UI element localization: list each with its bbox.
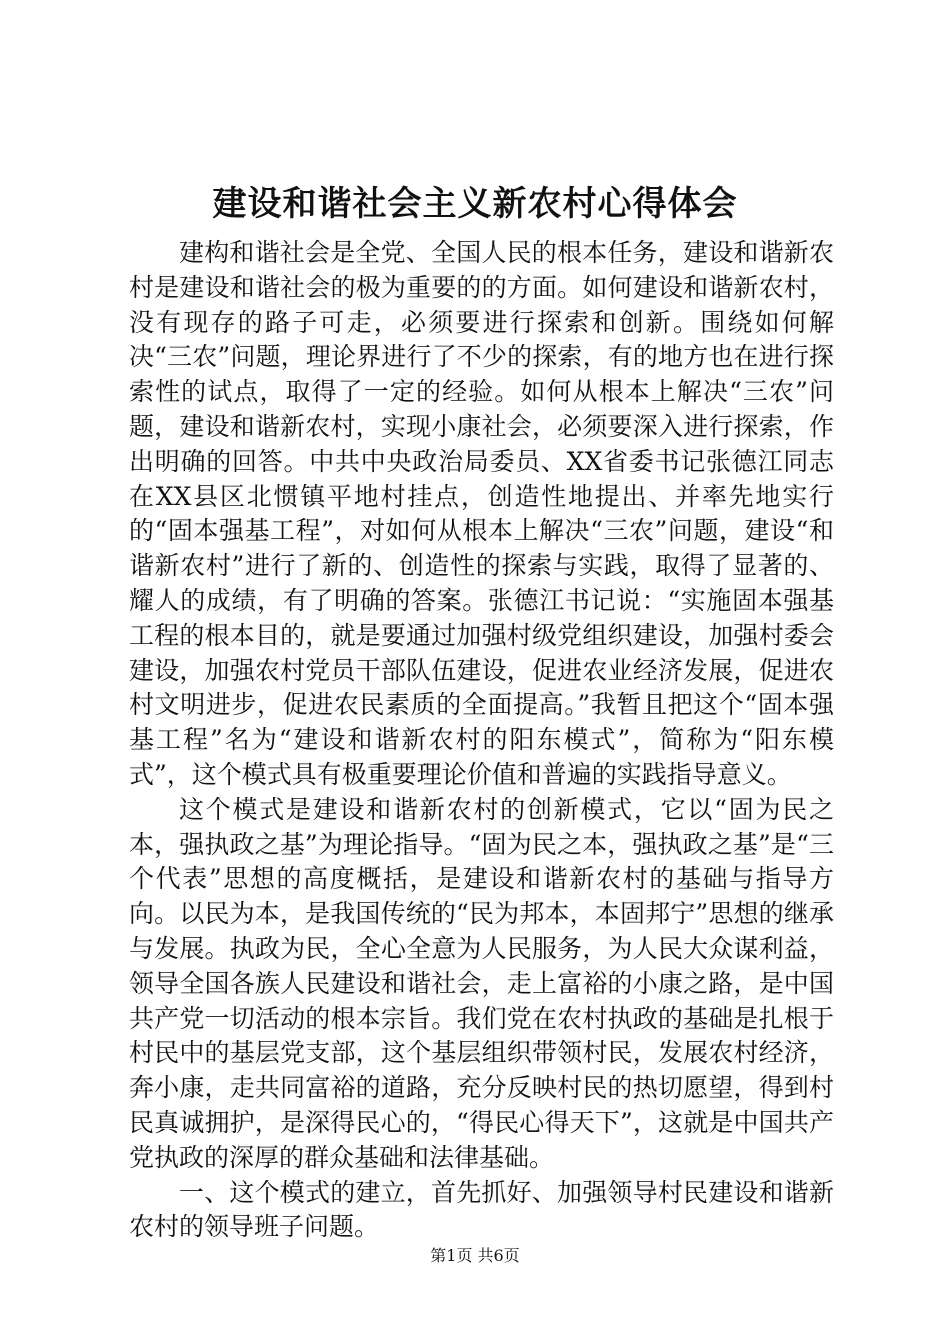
paragraph-2: 这个模式是建设和谐新农村的创新模式，它以“固为民之本，强执政之基”为理论指导。“固为民之本，强执政之基”是“三个代表”思想的高度概括，是建设和谐新农村的基础与指导方向。以民为本，是我国传统的“民为邦本，本固邦宁”思想的继承与发展。执政为民，全心全意为人民服务，为人民大众谋利益，领导全国各族人民建设和谐社会，走上富裕的小康之路，是中国共产党一切活动的根本宗旨。我们党在农村执政的基础是扎根于村民中的基层党支部，这个基层组织带领村民，发展农村经济，奔小康，走共同富裕的道路，充分反映村民的热切愿望，得到村民真诚拥护，是深得民心的，“得民心得天下”，这就是中国共产党执政的深厚的群众基础和法律基础。: [129, 794, 834, 1172]
paragraph-1: 建构和谐社会是全党、全国人民的根本任务，建设和谐新农村是建设和谐社会的极为重要的的方面。如何建设和谐新农村，没有现存的路子可走，必须要进行探索和创新。围绕如何解决“三农”问题，理论界进行了不少的探索，有的地方也在进行探索性的试点，取得了一定的经验。如何从根本上解决“三农”问题，建设和谐新农村，实现小康社会，必须要深入进行探索，作出明确的回答。中共中央政治局委员、XX省委书记张德江同志在XX县区北惯镇平地村挂点，创造性地提出、并率先地实行的“固本强基工程”，对如何从根本上解决“三农”问题，建设“和谐新农村”进行了新的、创造性的探索与实践，取得了显著的、耀人的成绩，有了明确的答案。张德江书记说：“实施固本强基工程的根本目的，就是要通过加强村级党组织建设，加强村委会建设，加强农村党员干部队伍建设，促进农业经济发展，促进农村文明进步，促进农民素质的全面提高。”我暂且把这个“固本强基工程”名为“建设和谐新农村的阳东模式”，简称为“阳东模式”，这个模式具有极重要理论价值和普遍的实践指导意义。: [129, 238, 834, 789]
paragraph-3: 一、这个模式的建立，首先抓好、加强领导村民建设和谐新农村的领导班子问题。: [129, 1177, 834, 1242]
document-title: 建设和谐社会主义新农村心得体会: [212, 184, 738, 224]
document-body: [129, 236, 834, 1245]
page-number-footer: 第1页 共6页: [430, 1246, 520, 1265]
